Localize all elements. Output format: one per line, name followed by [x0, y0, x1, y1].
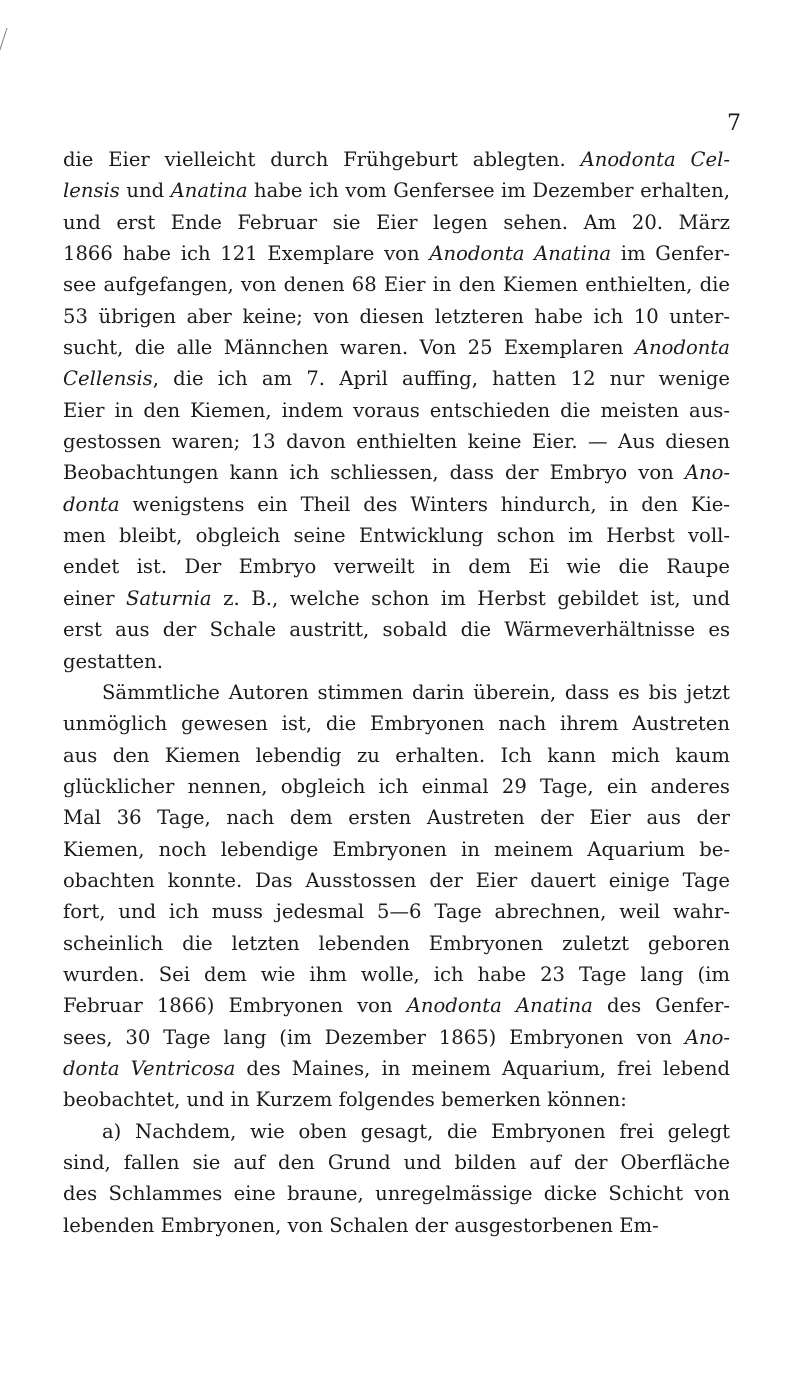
text-line [63, 802, 730, 833]
text-line [63, 520, 730, 551]
text-segment: Sämmtliche Autoren stimmen darin überein, dass es bis jetzt [102, 680, 730, 704]
text-segment: des Maines, in meinem Aquarium, frei lebend [235, 1056, 730, 1080]
text-segment: im Genfer- [611, 242, 730, 266]
text-segment: einer [63, 586, 127, 610]
text-line [63, 708, 730, 739]
text-segment: Beobachtungen kann ich schliessen, dass der Embryo von [63, 461, 685, 485]
italic-term: Ano- [684, 461, 730, 485]
text-segment: 1866 habe ich 121 Exemplare von [63, 242, 430, 266]
italic-term: Cellensis [63, 367, 153, 391]
text-line [63, 1178, 730, 1209]
text-segment: endet ist. Der Embryo verweilt in dem Ei wie die Raupe [63, 555, 730, 579]
text-line [63, 363, 730, 394]
text-segment: fort, und ich muss jedesmal 5—6 Tage abrechnen, weil wahr- [63, 900, 730, 924]
text-segment: Mal 36 Tage, nach dem ersten Austreten der Eier aus der [63, 806, 730, 830]
italic-term: lensis [63, 179, 120, 203]
text-segment: des Genfer- [592, 994, 730, 1018]
text-segment: 53 übrigen aber keine; von diesen letzteren habe ich 10 unter- [63, 304, 730, 328]
italic-term: Anodonta Anatina [406, 994, 593, 1018]
scan-edge-mark [0, 28, 7, 68]
text-line [63, 395, 730, 426]
text-segment: Eier in den Kiemen, indem voraus entschieden die meisten aus- [63, 398, 730, 422]
text-segment: a) Nachdem, wie oben gesagt, die Embryonen frei gelegt [102, 1119, 730, 1143]
text-line [63, 865, 730, 896]
text-segment: und erst Ende Februar sie Eier legen sehen. Am 20. März [63, 210, 730, 234]
text-segment: wurden. Sei dem wie ihm wolle, ich habe 23 Tage lang (im [63, 962, 730, 986]
text-line [63, 426, 730, 457]
text-line [63, 144, 730, 175]
text-segment: gestossen waren; 13 davon enthielten keine Eier. — Aus diesen [63, 430, 730, 454]
text-line [63, 677, 730, 708]
text-line [63, 551, 730, 582]
text-line [63, 457, 730, 488]
text-line [63, 1210, 730, 1241]
italic-term: Anodonta [634, 336, 730, 360]
text-segment: erst aus der Schale austritt, sobald die Wärmeverhältnisse es [63, 618, 730, 642]
text-line [63, 834, 730, 865]
text-line [63, 269, 730, 300]
text-line [63, 175, 730, 206]
text-line [63, 238, 730, 269]
text-segment: unmöglich gewesen ist, die Embryonen nach ihrem Austreten [63, 712, 730, 736]
text-segment: , die ich am 7. April auffing, hatten 12 nur wenige [152, 367, 730, 391]
text-line [63, 771, 730, 802]
text-segment: glücklicher nennen, obgleich ich einmal 29 Tage, ein anderes [63, 774, 730, 798]
text-line [63, 583, 730, 614]
italic-term: donta [63, 492, 120, 516]
text-line [63, 614, 730, 645]
text-segment: Februar 1866) Embryonen von [63, 994, 407, 1018]
text-segment: obachten konnte. Das Ausstossen der Eier dauert einige Tage [63, 868, 730, 892]
text-line [63, 990, 730, 1021]
text-line [63, 207, 730, 238]
text-segment: scheinlich die letzten lebenden Embryonen zuletzt geboren [63, 931, 730, 955]
text-line [63, 1084, 730, 1115]
italic-term: donta Ventricosa [63, 1056, 236, 1080]
text-line [63, 332, 730, 363]
text-segment: die Eier vielleicht durch Frühgeburt ablegten. [63, 148, 581, 171]
text-line [63, 1022, 730, 1053]
text-line [63, 896, 730, 927]
body-text [63, 144, 730, 1241]
text-segment: Kiemen, noch lebendige Embryonen in meinem Aquarium be- [63, 837, 730, 861]
text-segment: habe ich vom Genfersee im Dezember erhalten, [247, 179, 730, 203]
italic-term: Anatina [170, 179, 248, 203]
text-segment: beobachtet, und in Kurzem folgendes bemerken können: [63, 1088, 627, 1112]
text-line [63, 740, 730, 771]
page-number: 7 [727, 111, 741, 136]
text-segment: sind, fallen sie auf den Grund und bilden auf der Oberfläche [63, 1151, 730, 1174]
text-segment: und [119, 179, 171, 203]
italic-term: Anodonta Cel- [580, 148, 730, 171]
text-segment: sees, 30 Tage lang (im Dezember 1865) Embryonen von [63, 1025, 685, 1049]
text-segment: wenigstens ein Theil des Winters hindurch, in den Kie- [119, 492, 730, 516]
text-segment: des Schlammes eine braune, unregelmässige dicke Schicht von [63, 1182, 730, 1206]
text-line [63, 1053, 730, 1084]
text-segment: gestatten. [63, 649, 163, 673]
italic-term: Saturnia [126, 586, 212, 610]
text-segment: aus den Kiemen lebendig zu erhalten. Ich kann mich kaum [63, 743, 730, 767]
text-line [63, 959, 730, 990]
italic-term: Ano- [684, 1025, 730, 1049]
italic-term: Anodonta Anatina [429, 242, 612, 266]
text-line [63, 1147, 730, 1178]
text-line [63, 489, 730, 520]
text-segment: z. B., welche schon im Herbst gebildet ist, und [211, 586, 731, 610]
text-line [63, 1116, 730, 1147]
text-line [63, 646, 730, 677]
text-line [63, 301, 730, 332]
text-line [63, 928, 730, 959]
text-segment: sucht, die alle Männchen waren. Von 25 Exemplaren [63, 336, 635, 360]
text-segment: see aufgefangen, von denen 68 Eier in den Kiemen enthielten, die [63, 273, 730, 297]
text-segment: men bleibt, obgleich seine Entwicklung schon im Herbst voll- [63, 524, 730, 548]
text-segment: lebenden Embryonen, von Schalen der ausgestorbenen Em- [63, 1213, 659, 1237]
